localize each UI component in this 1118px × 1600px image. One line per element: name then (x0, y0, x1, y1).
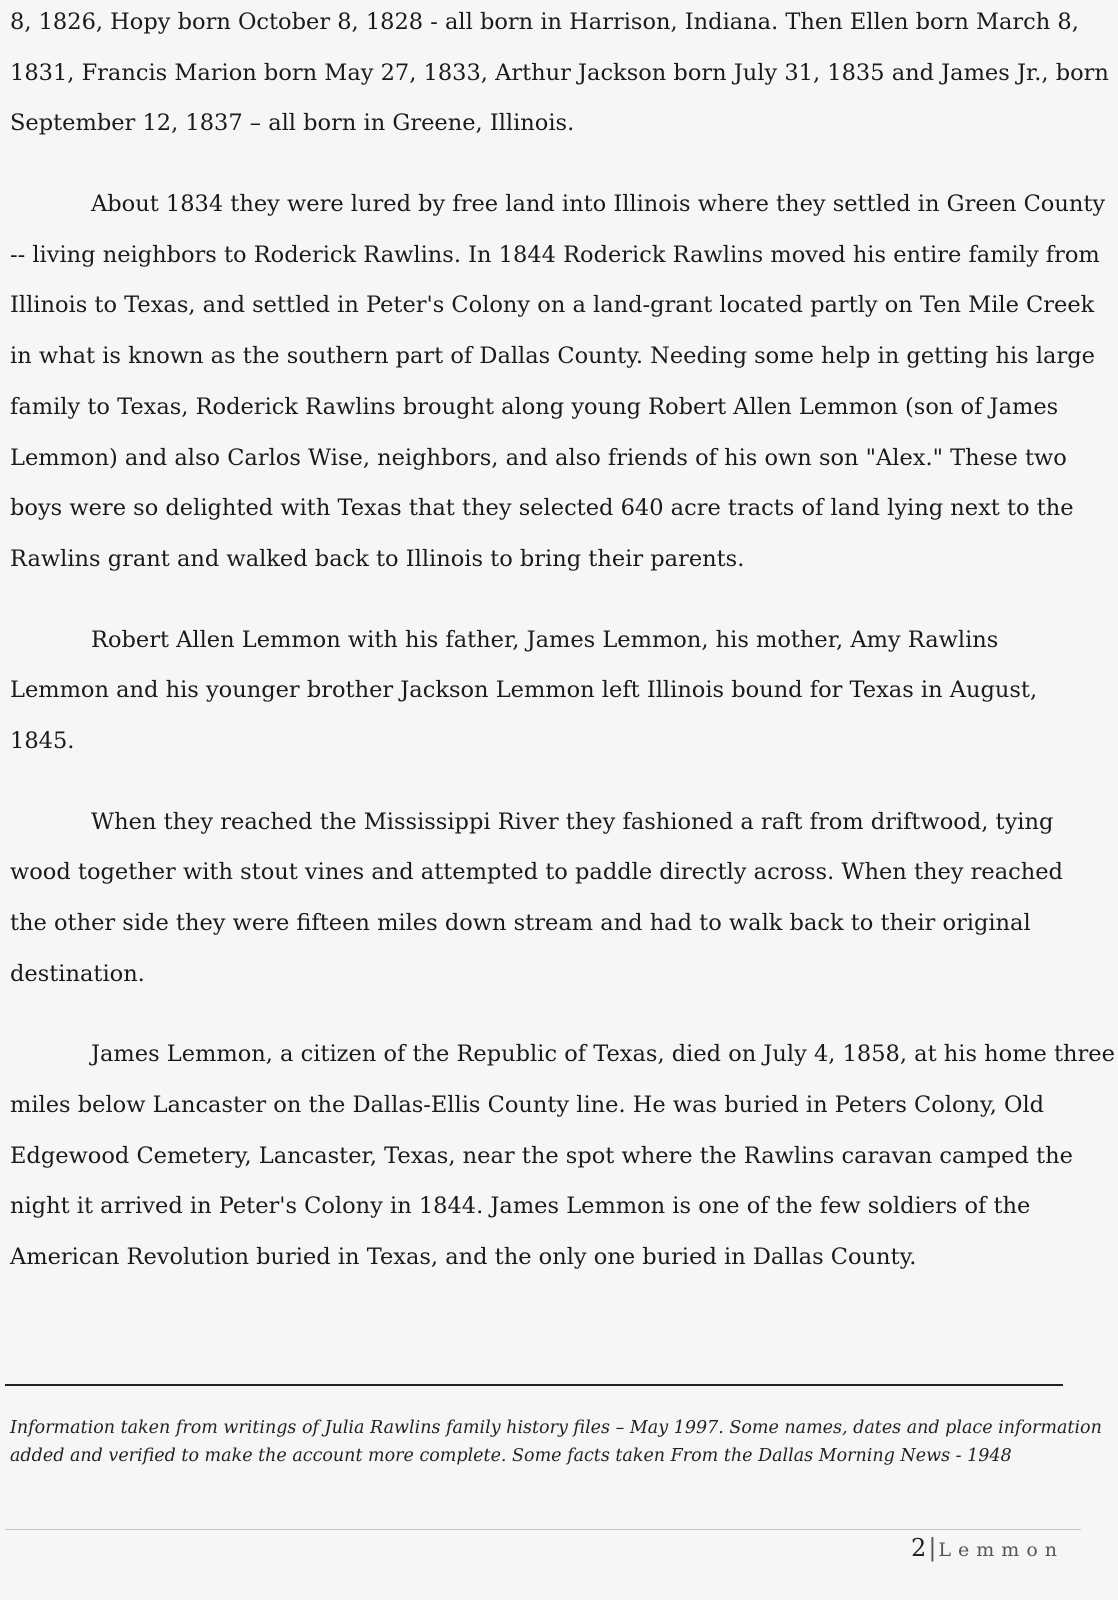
footer-surname: Lemmon (938, 1539, 1064, 1561)
text-line: When they reached the Mississippi River they fashioned a raft from driftwood, tying (91, 808, 1054, 835)
text-line: American Revolution buried in Texas, and the only one buried in Dallas County. (10, 1244, 917, 1271)
footnote (10, 1414, 1102, 1470)
paragraph-mississippi-crossing (10, 797, 1080, 1000)
text-line: miles below Lancaster on the Dallas-Ellis County line. He was buried in Peters Colony, Old (10, 1092, 1045, 1119)
text-line: September 12, 1837 – all born in Greene, Illinois. (10, 110, 575, 137)
text-line: wood together with stout vines and attempted to paddle directly across. When they reached (10, 859, 1063, 886)
text-line: boys were so delighted with Texas that they selected 640 acre tracts of land lying next to the (10, 495, 1074, 522)
body-text (10, 0, 1115, 1283)
text-line: -- living neighbors to Roderick Rawlins. In 1844 Roderick Rawlins moved his entire family from (10, 241, 1100, 268)
text-line: 1831, Francis Marion born May 27, 1833, Arthur Jackson born July 31, 1835 and James Jr., born (10, 59, 1109, 86)
text-line: Edgewood Cemetery, Lancaster, Texas, near the spot where the Rawlins caravan camped the (10, 1142, 1073, 1169)
page-number: 2 (911, 1534, 927, 1562)
text-line: night it arrived in Peter's Colony in 1844. James Lemmon is one of the few soldiers of the (10, 1193, 1031, 1220)
text-line: destination. (10, 960, 145, 987)
text-line: Rawlins grant and walked back to Illinois to bring their parents. (10, 545, 745, 572)
text-line: Lemmon and his younger brother Jackson Lemmon left Illinois bound for Texas in August, (10, 677, 1038, 704)
paragraph-birth-records (10, 0, 1109, 149)
text-line: Robert Allen Lemmon with his father, James Lemmon, his mother, Amy Rawlins (91, 626, 999, 653)
text-line: Lemmon) and also Carlos Wise, neighbors, and also friends of his own son "Alex." These two (10, 444, 1067, 471)
paragraph-james-lemmon-death (10, 1029, 1115, 1282)
page-footer (911, 1530, 1064, 1568)
footnote-divider (5, 1384, 1063, 1386)
paragraph-journey-to-texas (10, 615, 1080, 767)
text-line: the other side they were fifteen miles down stream and had to walk back to their original (10, 910, 1031, 936)
text-line: family to Texas, Roderick Rawlins brought along young Robert Allen Lemmon (son of James (10, 393, 1059, 420)
text-line: About 1834 they were lured by free land into Illinois where they settled in Green County (91, 191, 1106, 218)
text-line: Illinois to Texas, and settled in Peter's Colony on a land-grant located partly on Ten Mile Creek (10, 292, 1095, 319)
paragraph-illinois-settlement (10, 179, 1106, 585)
text-line: in what is known as the southern part of Dallas County. Needing some help in getting his large (10, 343, 1095, 370)
footnote-line: added and verified to make the account more complete. Some facts taken From the Dallas Morning News - 1948 (10, 1446, 1012, 1466)
text-line: James Lemmon, a citizen of the Republic of Texas, died on July 4, 1858, at his home three (91, 1041, 1115, 1068)
footnote-line: Information taken from writings of Julia Rawlins family history files – May 1997. Some names, dates and place information (10, 1418, 1102, 1438)
text-line: 8, 1826, Hopy born October 8, 1828 - all born in Harrison, Indiana. Then Ellen born March 8, (10, 9, 1079, 35)
footer-separator: | (928, 1534, 937, 1562)
text-line: 1845. (10, 727, 75, 754)
